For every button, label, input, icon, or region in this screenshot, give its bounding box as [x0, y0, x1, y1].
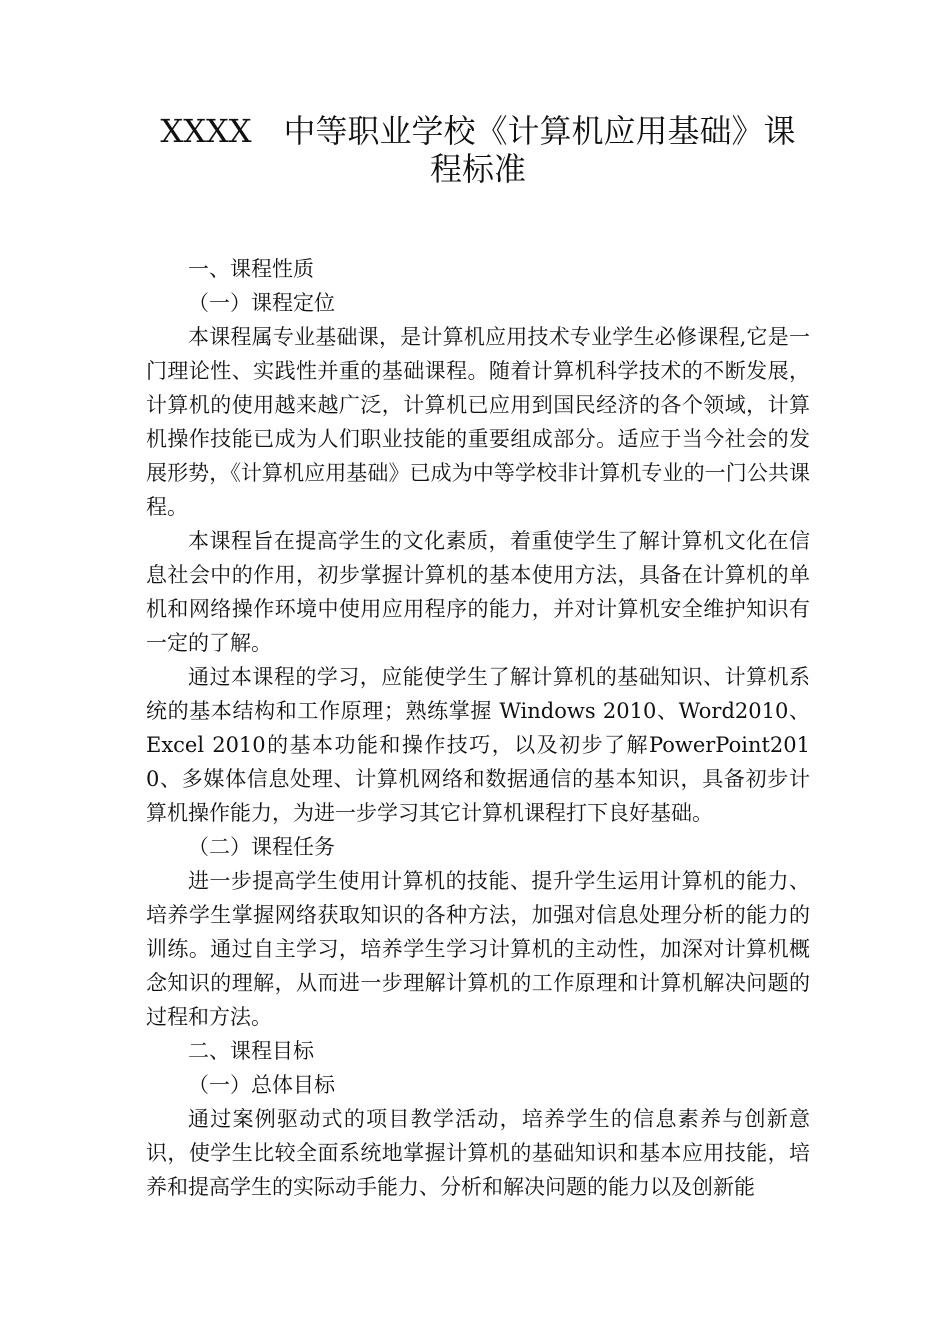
- subsection-heading-overall-objectives: （一）总体目标: [188, 1073, 335, 1097]
- document-title: XXXX 中等职业学校《计算机应用基础》课程标准: [160, 112, 796, 188]
- subsection-heading-course-positioning: （一）课程定位: [188, 291, 335, 315]
- section-heading-course-objectives: 二、课程目标: [188, 1039, 314, 1063]
- paragraph: 本课程旨在提高学生的文化素质，着重使学生了解计算机文化在信息社会中的作用，初步掌握计算机的基本使用方法，具备在计算机的单机和网络操作环境中使用应用程序的能力，并对计算机安全维护知识有一定的了解。: [146, 529, 810, 655]
- paragraph: 通过本课程的学习，应能使学生了解计算机的基础知识、计算机系统的基本结构和工作原理；熟练掌握 Windows 2010、Word2010、Excel 2010的基本功能和操作技巧，以及初步了解PowerPoint2010、多媒体信息处理、计算机网络和数据通信的基本知识，具备初步计算机操作能力，为进一步学习其它计算机课程打下良好基础。: [146, 665, 810, 825]
- subsection-heading-course-tasks: （二）课程任务: [188, 835, 335, 859]
- section-heading-course-nature: 一、课程性质: [188, 257, 314, 281]
- document-page: [146, 112, 810, 1204]
- paragraph: 进一步提高学生使用计算机的技能、提升学生运用计算机的能力、培养学生掌握网络获取知识的各种方法，加强对信息处理分析的能力的训练。通过自主学习，培养学生学习计算机的主动性，加深对计算机概念知识的理解，从而进一步理解计算机的工作原理和计算机解决问题的过程和方法。: [146, 869, 810, 1029]
- paragraph: 通过案例驱动式的项目教学活动，培养学生的信息素养与创新意识，使学生比较全面系统地掌握计算机的基础知识和基本应用技能，培养和提高学生的实际动手能力、分析和解决问题的能力以及创新能: [146, 1107, 810, 1199]
- paragraph: 本课程属专业基础课，是计算机应用技术专业学生必修课程,它是一门理论性、实践性并重的基础课程。随着计算机科学技术的不断发展，计算机的使用越来越广泛，计算机已应用到国民经济的各个领域，计算机操作技能已成为人们职业技能的重要组成部分。适应于当今社会的发展形势，《计算机应用基础》已成为中等学校非计算机专业的一门公共课程。: [146, 325, 810, 519]
